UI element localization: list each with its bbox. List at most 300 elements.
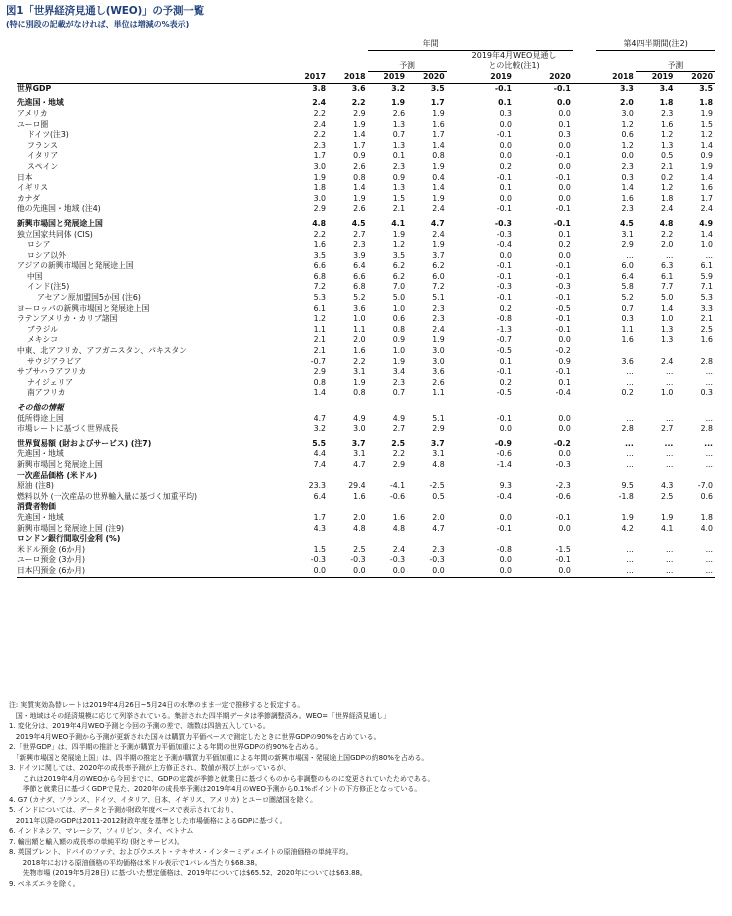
value-cell: 5.1	[432, 293, 445, 303]
value-cell: 2.5	[353, 544, 366, 554]
column-gap	[447, 325, 456, 336]
value-cell: 0.7	[392, 388, 406, 398]
column-gap	[447, 314, 456, 325]
column-gap	[447, 346, 456, 357]
value-cell: 3.1	[353, 367, 366, 377]
value-cell: 6.8	[353, 282, 366, 292]
value-cell: 0.7	[621, 303, 634, 313]
footnote-line: 2019年4月WEO予測から予測が更新された国々は購買力平価ベースで測定したときに世界GDPの90%を占めている。	[9, 732, 381, 741]
value-cell: -0.1	[555, 151, 571, 161]
value-cell: 2.3	[392, 161, 406, 171]
header-q4: 第4四半期間(注2)	[596, 38, 715, 50]
column-gap	[447, 130, 456, 141]
column-gap	[447, 204, 456, 215]
table-row	[17, 162, 715, 173]
value-cell: 0.6	[621, 130, 634, 140]
value-cell: 0.9	[700, 151, 713, 161]
footnote-line: 2.「世界GDP」は、四半期の推計と予測が購買力平価加重による年間の世界GDPの約90%を占める。	[9, 743, 323, 751]
value-cell: -0.1	[553, 218, 571, 228]
row-label: ユーロ圏	[17, 119, 49, 129]
value-cell: 4.8	[353, 523, 366, 533]
value-cell: 0.3	[499, 108, 512, 118]
column-gap	[573, 162, 597, 173]
value-cell: 1.4	[700, 172, 713, 182]
value-cell: 0.8	[313, 377, 327, 387]
value-cell: 0.0	[499, 193, 512, 203]
forecast-table	[17, 38, 715, 578]
value-cell: ...	[705, 544, 713, 554]
column-gap	[573, 424, 597, 435]
value-cell: 4.3	[660, 481, 674, 491]
table-row	[17, 403, 715, 414]
value-cell: 2.9	[392, 459, 406, 469]
row-label: 日本円預金 (6か月)	[17, 566, 288, 577]
column-gap	[573, 261, 597, 272]
row-label: 世界GDP	[17, 83, 52, 93]
row-label: メキシコ	[27, 335, 59, 345]
value-cell: 2.4	[432, 324, 445, 334]
value-cell: 0.2	[499, 303, 512, 313]
value-cell: ...	[626, 250, 634, 260]
value-cell: 0.6	[700, 491, 713, 501]
value-cell: 4.7	[353, 459, 366, 469]
page-title: 図1「世界経済見通し(WEO)」の予測一覧	[6, 5, 204, 17]
value-cell: -0.3	[494, 218, 512, 228]
year-header: 2018	[328, 72, 368, 84]
footnote-line: 4. G7 (カナダ、フランス、ドイツ、イタリア、日本、イギリス、アメリカ) とユーロ圏諸国を除く。	[9, 795, 318, 804]
row-label: 新興市場国と発展途上国	[17, 459, 103, 469]
value-cell: 5.0	[660, 293, 674, 303]
value-cell: 6.0	[621, 261, 634, 271]
value-cell: 4.8	[659, 218, 674, 228]
value-cell: 1.9	[432, 240, 445, 250]
table-row	[17, 151, 715, 162]
value-cell: 0.1	[499, 356, 512, 366]
table-row	[17, 240, 715, 251]
value-cell: 1.9	[432, 335, 445, 345]
column-gap	[447, 194, 456, 205]
value-cell: -0.1	[494, 83, 512, 93]
value-cell: 3.4	[659, 83, 674, 93]
column-gap	[573, 439, 597, 450]
value-cell: 1.2	[660, 130, 674, 140]
value-cell: -0.1	[496, 271, 512, 281]
value-cell: 1.5	[700, 119, 713, 129]
column-gap	[573, 534, 597, 545]
value-cell: 4.1	[391, 218, 406, 228]
value-cell: -0.8	[496, 544, 512, 554]
value-cell	[675, 502, 715, 513]
row-label: ロシア以外	[27, 250, 66, 260]
table-row	[17, 130, 715, 141]
year-header: 2019	[636, 72, 676, 84]
value-cell: 0.3	[558, 130, 571, 140]
value-cell: ...	[705, 459, 713, 469]
value-cell: 4.7	[313, 413, 327, 423]
value-cell: 1.6	[353, 346, 366, 356]
value-cell: ...	[596, 566, 636, 577]
value-cell: 2.0	[353, 335, 366, 345]
table-row	[17, 98, 715, 109]
row-label: 新興市場国と発展途上国	[17, 218, 103, 228]
value-cell	[407, 471, 447, 482]
value-cell: 1.7	[700, 193, 713, 203]
value-cell: -0.1	[555, 204, 571, 214]
value-cell: ...	[665, 544, 674, 554]
column-gap	[447, 272, 456, 283]
value-cell: 0.0	[455, 566, 514, 577]
value-cell: -0.3	[350, 555, 366, 565]
value-cell	[514, 534, 573, 545]
year-header: 2019	[455, 72, 514, 84]
column-gap	[447, 388, 456, 399]
row-label: カナダ	[17, 193, 41, 203]
value-cell: 2.0	[660, 240, 674, 250]
value-cell: 0.0	[514, 566, 573, 577]
value-cell: 1.1	[353, 324, 366, 334]
value-cell: 4.5	[620, 218, 634, 228]
value-cell: 29.4	[348, 481, 366, 491]
value-cell: 6.4	[313, 491, 327, 501]
row-label: 先進国・地域	[17, 98, 64, 108]
value-cell: 5.5	[312, 438, 327, 448]
value-cell: 3.0	[621, 108, 634, 118]
value-cell: ...	[705, 413, 713, 423]
value-cell: -0.1	[555, 293, 571, 303]
column-gap	[447, 545, 456, 556]
value-cell: 2.1	[313, 346, 327, 356]
value-cell: -0.3	[496, 282, 512, 292]
value-cell	[328, 471, 368, 482]
value-cell: 2.1	[700, 314, 713, 324]
value-cell: 1.3	[392, 183, 406, 193]
value-cell: 1.6	[392, 512, 406, 522]
value-cell: 0.0	[556, 98, 571, 108]
value-cell: 4.8	[312, 218, 327, 228]
value-cell: ...	[665, 555, 674, 565]
row-label: 低所得途上国	[17, 413, 64, 423]
value-cell: 6.2	[392, 271, 406, 281]
value-cell: 0.0	[558, 161, 571, 171]
row-label: 一次産品価格 (米ドル)	[17, 470, 98, 480]
value-cell: 1.4	[313, 388, 327, 398]
table-row	[17, 357, 715, 368]
value-cell: 0.4	[432, 172, 445, 182]
value-cell: 6.6	[353, 271, 366, 281]
column-gap	[447, 219, 456, 230]
value-cell: 2.2	[313, 130, 327, 140]
value-cell: 2.2	[353, 356, 366, 366]
value-cell	[368, 471, 408, 482]
table-row	[17, 335, 715, 346]
value-cell: 2.8	[621, 424, 634, 434]
value-cell: ...	[626, 544, 634, 554]
value-cell: 3.6	[432, 367, 445, 377]
value-cell: ...	[704, 438, 713, 448]
value-cell: 5.2	[621, 293, 634, 303]
value-cell	[636, 471, 676, 482]
value-cell: 6.4	[353, 261, 366, 271]
value-cell: 1.4	[432, 140, 445, 150]
value-cell: 1.9	[660, 512, 674, 522]
footnote-line: 国・地域はその経済規模に応じて列挙されている。集計された四半期データは季節調整済み。WEO=「世界経済見通し」	[9, 711, 391, 720]
value-cell: 3.2	[313, 424, 327, 434]
row-label: 中国	[27, 271, 43, 281]
value-cell: 0.0	[328, 566, 368, 577]
footnote-line: 2011年以降のGDPは2011-2012財政年度を基準とした市場価格によるGDPに基づく。	[9, 816, 287, 825]
column-gap	[447, 502, 456, 513]
column-gap	[447, 162, 456, 173]
value-cell: 0.0	[499, 555, 512, 565]
value-cell: 0.0	[558, 250, 571, 260]
column-gap	[447, 414, 456, 425]
column-gap	[447, 261, 456, 272]
column-gap	[573, 555, 597, 566]
value-cell: -0.3	[429, 555, 445, 565]
column-gap	[573, 367, 597, 378]
value-cell: 7.2	[432, 282, 445, 292]
value-cell: 0.9	[558, 356, 571, 366]
value-cell: 1.3	[660, 140, 674, 150]
value-cell: 2.2	[313, 108, 327, 118]
value-cell: ...	[664, 438, 674, 448]
table-row	[17, 325, 715, 336]
value-cell: ...	[675, 566, 715, 577]
row-label: インド(注5)	[27, 282, 70, 292]
footnote-line: 2018年における原油価格の平均価格は米ドル表示で1バレル当たり$68.38。	[9, 858, 262, 867]
table-row	[17, 388, 715, 399]
value-cell: 1.9	[392, 229, 406, 239]
column-gap	[573, 314, 597, 325]
value-cell: 7.0	[392, 282, 406, 292]
value-cell: 0.5	[432, 491, 445, 501]
value-cell: 1.6	[353, 491, 366, 501]
value-cell: 0.0	[558, 335, 571, 345]
value-cell: 1.9	[621, 512, 634, 522]
value-cell: 0.9	[392, 172, 406, 182]
value-cell: 0.3	[621, 314, 634, 324]
header-forecast: 予測	[368, 61, 447, 72]
year-header: 2020	[514, 72, 573, 84]
value-cell: -0.8	[496, 314, 512, 324]
year-header: 2017	[288, 72, 328, 84]
value-cell: 3.0	[353, 424, 366, 434]
value-cell: 0.1	[558, 229, 571, 239]
table-row	[17, 534, 715, 545]
value-cell: 9.5	[621, 481, 634, 491]
value-cell: 2.2	[313, 229, 327, 239]
table-row	[17, 449, 715, 460]
footnote-line: 季節と就業日に基づくGDPで見た、2020年の成長率予測は2019年4月のWEO予測から0.1%ポイントの下方修正となっている。	[9, 785, 422, 793]
value-cell: ...	[665, 449, 674, 459]
column-gap	[447, 141, 456, 152]
row-label: ヨーロッパの新興市場国と発展途上国	[17, 303, 150, 313]
value-cell: 4.9	[353, 413, 366, 423]
value-cell: 2.5	[700, 324, 713, 334]
value-cell: ...	[665, 459, 674, 469]
value-cell: 0.0	[558, 424, 571, 434]
value-cell: 1.4	[432, 183, 445, 193]
value-cell: -4.1	[389, 481, 406, 491]
column-gap	[573, 304, 597, 315]
value-cell: 0.0	[558, 413, 571, 423]
column-gap	[447, 492, 456, 503]
header-comparison	[455, 50, 573, 72]
value-cell: 1.9	[392, 356, 406, 366]
value-cell: -0.3	[389, 555, 406, 565]
value-cell: 3.0	[313, 161, 327, 171]
column-gap	[573, 502, 597, 513]
footnote-line: 5. インドについては、データと予測が財政年度ベースで表示されており、	[9, 806, 238, 814]
value-cell: ...	[665, 413, 674, 423]
column-gap	[573, 219, 597, 230]
column-gap	[573, 460, 597, 471]
column-gap	[447, 524, 456, 535]
row-label: 日本	[17, 172, 33, 182]
value-cell: 1.3	[660, 324, 674, 334]
value-cell	[368, 502, 408, 513]
table-row	[17, 120, 715, 131]
column-gap	[447, 357, 456, 368]
footnote-line: 8. 英国ブレント、ドバイのファテ、およびウエスト・テキサス・インターミディエイトの原油価格の単純平均。	[9, 848, 353, 856]
column-gap	[573, 173, 597, 184]
value-cell	[596, 346, 636, 357]
value-cell: 1.0	[392, 303, 406, 313]
column-gap	[573, 513, 597, 524]
column-gap	[573, 120, 597, 131]
value-cell	[288, 502, 328, 513]
value-cell: 0.5	[660, 151, 674, 161]
value-cell: 1.9	[700, 161, 713, 171]
value-cell: ...	[705, 250, 713, 260]
value-cell: 4.1	[660, 523, 674, 533]
value-cell: ...	[705, 367, 713, 377]
value-cell: 0.0	[558, 449, 571, 459]
value-cell: 0.2	[499, 377, 512, 387]
row-label: ナイジェリア	[27, 377, 74, 387]
value-cell: -0.3	[555, 459, 571, 469]
value-cell	[368, 534, 408, 545]
column-gap	[573, 251, 597, 262]
value-cell: 2.0	[620, 98, 634, 108]
value-cell: -0.1	[496, 261, 512, 271]
value-cell: -0.3	[496, 229, 512, 239]
value-cell: 0.0	[499, 140, 512, 150]
value-cell: 1.8	[313, 183, 327, 193]
value-cell: -0.5	[555, 303, 571, 313]
table-row	[17, 141, 715, 152]
value-cell: 4.0	[700, 523, 713, 533]
column-gap	[573, 98, 597, 109]
value-cell: 2.4	[392, 544, 406, 554]
value-cell: 1.1	[621, 324, 634, 334]
value-cell: 1.7	[313, 151, 327, 161]
value-cell	[328, 534, 368, 545]
value-cell: -0.4	[496, 491, 512, 501]
table-row	[17, 173, 715, 184]
value-cell	[596, 403, 636, 414]
value-cell	[596, 502, 636, 513]
value-cell: 1.8	[659, 98, 674, 108]
value-cell: 2.3	[432, 314, 445, 324]
value-cell: 3.6	[621, 356, 634, 366]
column-gap	[447, 304, 456, 315]
year-header: 2020	[675, 72, 715, 84]
value-cell: 1.2	[392, 240, 406, 250]
value-cell: 2.8	[700, 356, 713, 366]
value-cell: 0.0	[407, 566, 447, 577]
value-cell	[675, 534, 715, 545]
column-gap	[573, 240, 597, 251]
column-gap	[447, 335, 456, 346]
row-label: 原油 (注8)	[17, 481, 54, 491]
footnote-line: 1. 変化分は、2019年4月WEO予測と今回の予測の差で、端数は四捨五入している。	[9, 722, 270, 730]
value-cell: -0.1	[496, 130, 512, 140]
value-cell: 1.9	[432, 161, 445, 171]
value-cell: 1.9	[353, 377, 366, 387]
value-cell: 2.3	[313, 140, 327, 150]
value-cell	[675, 403, 715, 414]
value-cell: 0.0	[621, 151, 634, 161]
row-label: 消費者物価	[17, 502, 56, 512]
value-cell: 0.0	[558, 523, 571, 533]
value-cell: 1.6	[621, 193, 634, 203]
value-cell	[596, 471, 636, 482]
value-cell: -2.5	[429, 481, 445, 491]
column-gap	[573, 388, 597, 399]
value-cell: 2.3	[392, 377, 406, 387]
value-cell: 1.6	[432, 119, 445, 129]
value-cell: 1.8	[700, 512, 713, 522]
value-cell: ...	[665, 377, 674, 387]
value-cell	[636, 403, 676, 414]
value-cell: 0.8	[432, 151, 445, 161]
value-cell: 1.4	[621, 183, 634, 193]
table-row	[17, 460, 715, 471]
value-cell: 2.4	[660, 204, 674, 214]
value-cell: 2.9	[432, 424, 445, 434]
value-cell: 1.0	[700, 240, 713, 250]
value-cell: 0.8	[353, 388, 366, 398]
value-cell: -0.7	[496, 335, 512, 345]
value-cell: 1.1	[432, 388, 445, 398]
value-cell: 3.9	[353, 250, 366, 260]
value-cell: ...	[705, 377, 713, 387]
column-gap	[573, 378, 597, 389]
value-cell: 2.6	[432, 377, 445, 387]
column-gap	[447, 534, 456, 545]
value-cell: 3.5	[392, 250, 406, 260]
value-cell: 2.1	[660, 161, 674, 171]
value-cell: 0.6	[392, 314, 406, 324]
value-cell: 2.4	[432, 229, 445, 239]
value-cell: 2.0	[353, 512, 366, 522]
footnote-line: 3. ドイツに関しては、2020年の成長率予測が上方修正され、数値が飛び上がっているが、	[9, 764, 291, 772]
table-row	[17, 524, 715, 535]
footnotes	[9, 700, 724, 889]
value-cell	[407, 403, 447, 414]
table-row	[17, 378, 715, 389]
header-q4-forecast: 予測	[636, 61, 715, 72]
value-cell: 6.0	[432, 271, 445, 281]
value-cell: 0.1	[392, 151, 406, 161]
value-cell: 0.1	[558, 377, 571, 387]
column-gap	[447, 98, 456, 109]
value-cell: 1.4	[700, 229, 713, 239]
row-label: ロンドン銀行間取引金利 (%)	[17, 534, 121, 544]
value-cell: 2.9	[621, 240, 634, 250]
value-cell: 5.2	[353, 293, 366, 303]
